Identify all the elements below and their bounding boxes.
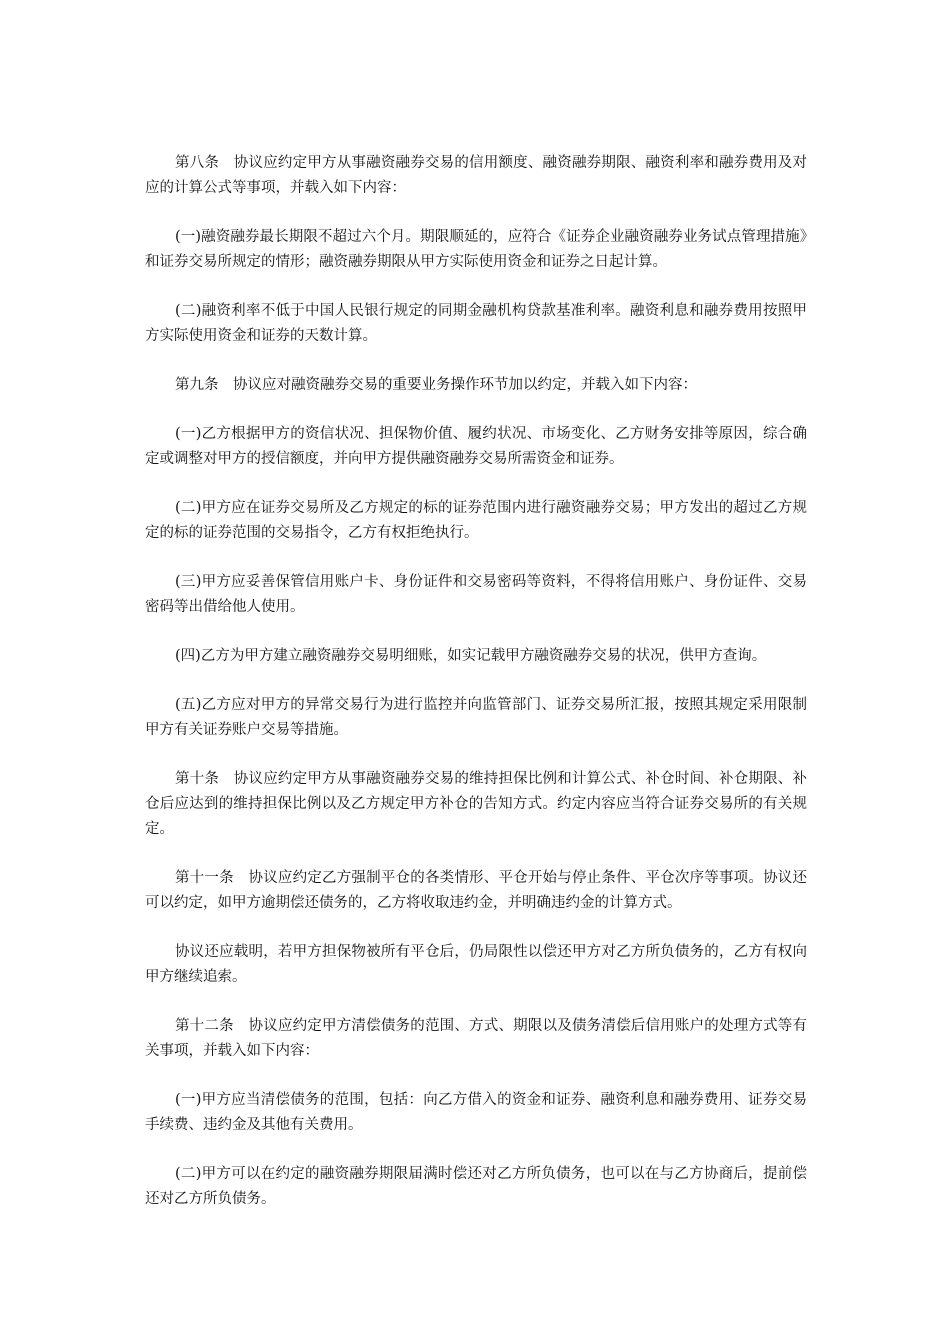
paragraph-article-12-item-1: (一)甲方应当清偿债务的范围，包括：向乙方借入的资金和证券、融资利息和融券费用、证券交易手续费、违约金及其他有关费用。 <box>145 1092 807 1133</box>
paragraph-article-12: 第十二条 协议应约定甲方清偿债务的范围、方式、期限以及债务清偿后信用账户的处理方式等有关事项，并载入如下内容： <box>145 1018 807 1059</box>
paragraph-article-8-item-2: (二)融资利率不低于中国人民银行规定的同期金融机构贷款基准利率。融资利息和融券费用按照甲方实际使用资金和证券的天数计算。 <box>145 303 807 344</box>
paragraph-article-8-item-1: (一)融资融券最长期限不超过六个月。期限顺延的，应符合《证券企业融资融券业务试点管理措施》和证券交易所规定的情形；融资融券期限从甲方实际使用资金和证券之日起计算。 <box>145 229 807 270</box>
document-body <box>145 151 807 1212</box>
paragraph-article-9: 第九条 协议应对融资融券交易的重要业务操作环节加以约定，并载入如下内容： <box>175 377 697 393</box>
paragraph-article-9-item-2: (二)甲方应在证券交易所及乙方规定的标的证券范围内进行融资融券交易；甲方发出的超过乙方规定的标的证券范围的交易指令，乙方有权拒绝执行。 <box>145 500 807 541</box>
paragraph-article-11-note: 协议还应载明，若甲方担保物被所有平仓后，仍局限性以偿还甲方对乙方所负债务的，乙方有权向甲方继续追索。 <box>145 944 807 985</box>
paragraph-article-9-item-1: (一)乙方根据甲方的资信状况、担保物价值、履约状况、市场变化、乙方财务安排等原因，综合确定或调整对甲方的授信额度，并向甲方提供融资融券交易所需资金和证券。 <box>145 426 807 467</box>
paragraph-article-8: 第八条 协议应约定甲方从事融资融券交易的信用额度、融资融券期限、融资利率和融券费用及对应的计算公式等事项，并载入如下内容： <box>145 155 807 196</box>
paragraph-article-12-item-2: (二)甲方可以在约定的融资融券期限届满时偿还对乙方所负债务，也可以在与乙方协商后，提前偿还对乙方所负债务。 <box>145 1166 807 1207</box>
paragraph-article-10: 第十条 协议应约定甲方从事融资融券交易的维持担保比例和计算公式、补仓时间、补仓期限、补仓后应达到的维持担保比例以及乙方规定甲方补仓的告知方式。约定内容应当符合证券交易所的有关规定。 <box>145 771 807 837</box>
paragraph-article-9-item-4: (四)乙方为甲方建立融资融券交易明细账，如实记载甲方融资融券交易的状况，供甲方查询。 <box>175 648 767 664</box>
paragraph-article-9-item-3: (三)甲方应妥善保管信用账户卡、身份证件和交易密码等资料，不得将信用账户、身份证件、交易密码等出借给他人使用。 <box>145 574 807 615</box>
paragraph-article-11: 第十一条 协议应约定乙方强制平仓的各类情形、平仓开始与停止条件、平仓次序等事项。协议还可以约定，如甲方逾期偿还债务的，乙方将收取违约金，并明确违约金的计算方式。 <box>145 870 807 911</box>
paragraph-article-9-item-5: (五)乙方应对甲方的异常交易行为进行监控并向监管部门、证券交易所汇报，按照其规定采用限制甲方有关证券账户交易等措施。 <box>145 697 807 738</box>
